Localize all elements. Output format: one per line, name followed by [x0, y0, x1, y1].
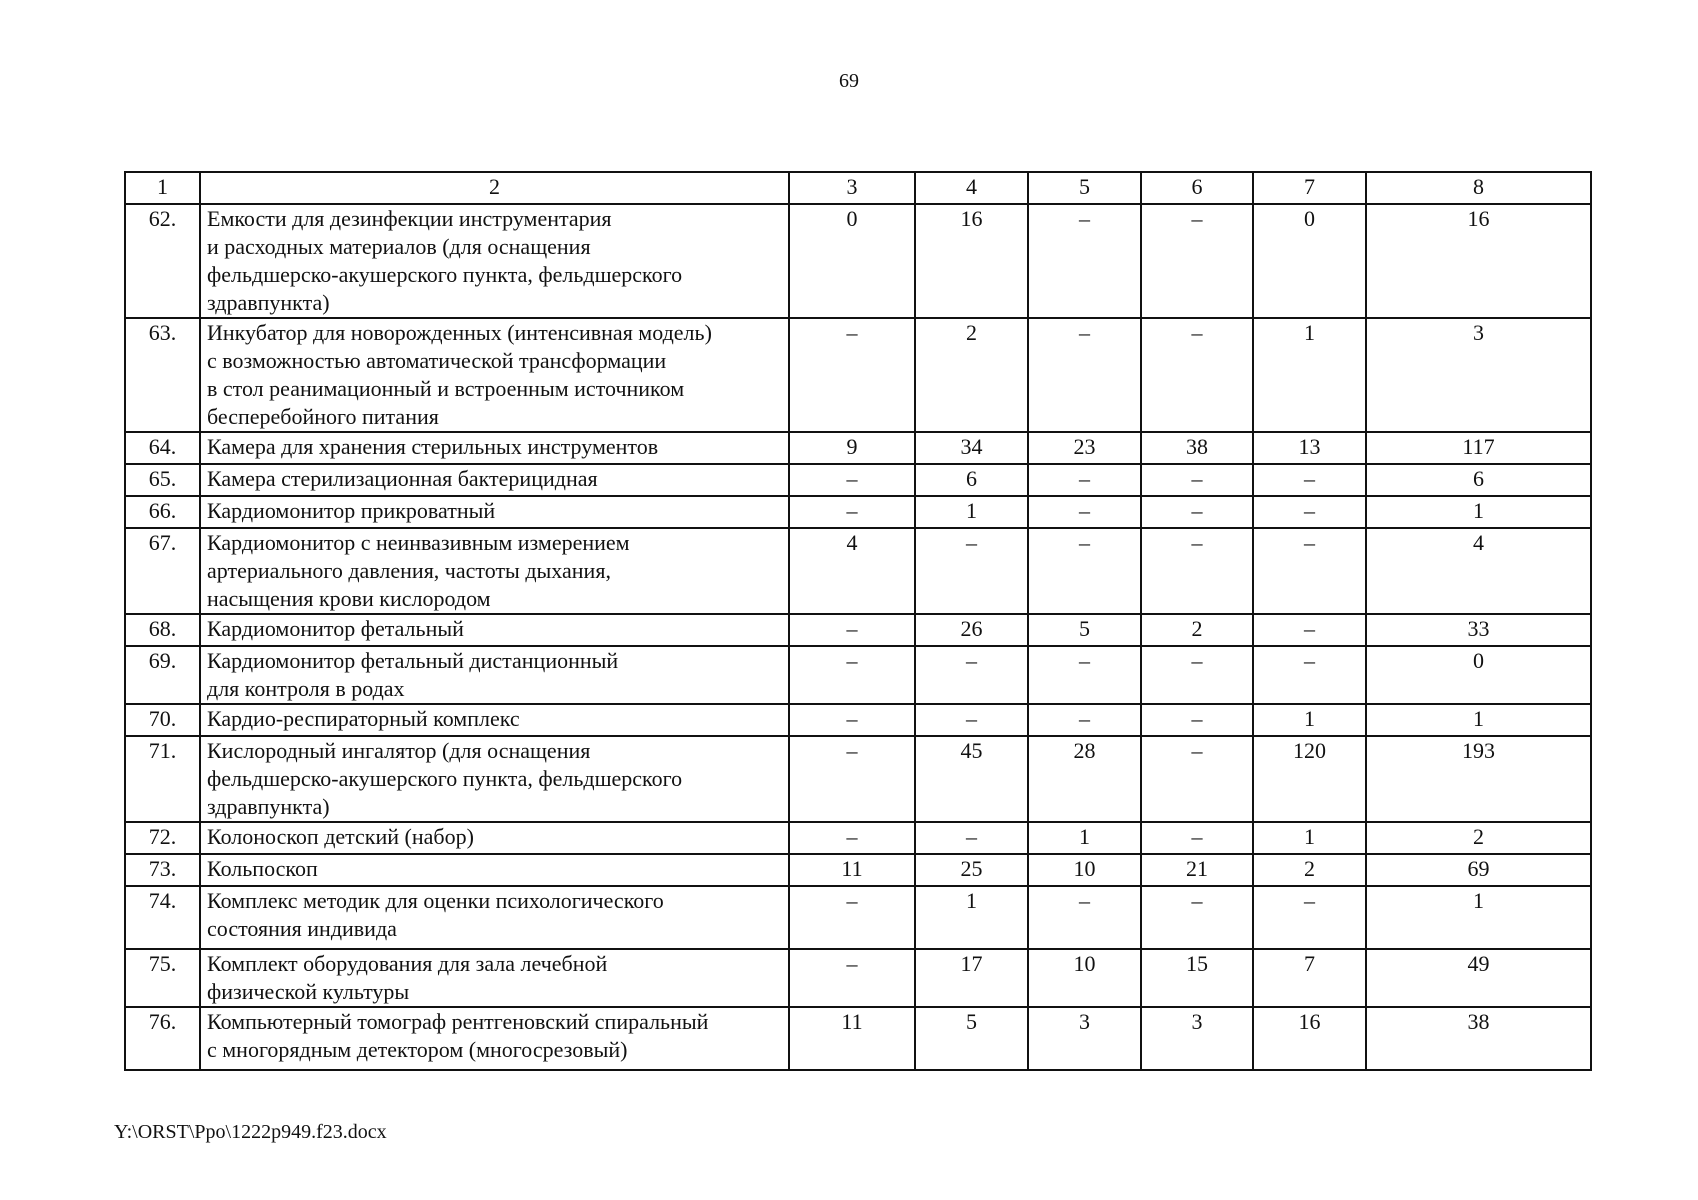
- value-cell-col4: 5: [915, 1007, 1028, 1070]
- value-cell-col7: 1: [1253, 318, 1366, 432]
- total-cell-col8: 4: [1366, 528, 1591, 614]
- table-row: [125, 318, 1591, 432]
- value-cell-col3: –: [789, 886, 915, 949]
- value-cell-col3: 9: [789, 432, 915, 464]
- value-cell-col3: 11: [789, 1007, 915, 1070]
- row-number-cell: 74.: [125, 886, 200, 949]
- value-cell-col4: –: [915, 646, 1028, 704]
- value-cell-col3: –: [789, 496, 915, 528]
- table-row: [125, 204, 1591, 318]
- equipment-table: [124, 171, 1592, 1071]
- value-cell-col6: –: [1141, 886, 1253, 949]
- value-cell-col3: 11: [789, 854, 915, 886]
- value-cell-col4: –: [915, 822, 1028, 854]
- value-cell-col4: 16: [915, 204, 1028, 318]
- table-row: [125, 646, 1591, 704]
- total-cell-col8: 3: [1366, 318, 1591, 432]
- row-number-cell: 70.: [125, 704, 200, 736]
- value-cell-col4: 26: [915, 614, 1028, 646]
- row-number-cell: 67.: [125, 528, 200, 614]
- table-header-row: [125, 172, 1591, 204]
- value-cell-col6: 21: [1141, 854, 1253, 886]
- value-cell-col4: 2: [915, 318, 1028, 432]
- equipment-name-cell: Колоноскоп детский (набор): [200, 822, 789, 854]
- row-number-cell: 65.: [125, 464, 200, 496]
- value-cell-col6: –: [1141, 496, 1253, 528]
- value-cell-col4: 25: [915, 854, 1028, 886]
- value-cell-col6: 3: [1141, 1007, 1253, 1070]
- value-cell-col7: –: [1253, 646, 1366, 704]
- row-number-cell: 68.: [125, 614, 200, 646]
- row-number-cell: 73.: [125, 854, 200, 886]
- equipment-name-cell: Камера стерилизационная бактерицидная: [200, 464, 789, 496]
- value-cell-col5: –: [1028, 204, 1141, 318]
- value-cell-col5: 28: [1028, 736, 1141, 822]
- value-cell-col3: –: [789, 614, 915, 646]
- table-row: [125, 704, 1591, 736]
- value-cell-col5: 10: [1028, 854, 1141, 886]
- value-cell-col7: 7: [1253, 949, 1366, 1007]
- total-cell-col8: 16: [1366, 204, 1591, 318]
- row-number-cell: 64.: [125, 432, 200, 464]
- total-cell-col8: 0: [1366, 646, 1591, 704]
- value-cell-col7: –: [1253, 464, 1366, 496]
- value-cell-col6: –: [1141, 704, 1253, 736]
- total-cell-col8: 49: [1366, 949, 1591, 1007]
- value-cell-col7: –: [1253, 886, 1366, 949]
- value-cell-col4: 45: [915, 736, 1028, 822]
- value-cell-col6: –: [1141, 528, 1253, 614]
- total-cell-col8: 2: [1366, 822, 1591, 854]
- value-cell-col3: 4: [789, 528, 915, 614]
- value-cell-col3: –: [789, 318, 915, 432]
- table-row: [125, 886, 1591, 949]
- value-cell-col7: 2: [1253, 854, 1366, 886]
- value-cell-col5: –: [1028, 646, 1141, 704]
- value-cell-col6: 15: [1141, 949, 1253, 1007]
- value-cell-col5: –: [1028, 464, 1141, 496]
- value-cell-col4: –: [915, 704, 1028, 736]
- value-cell-col6: –: [1141, 822, 1253, 854]
- equipment-name-cell: Кардиомонитор фетальный дистанционный для контроля в родах: [200, 646, 789, 704]
- value-cell-col5: –: [1028, 704, 1141, 736]
- equipment-name-cell: Кардиомонитор фетальный: [200, 614, 789, 646]
- value-cell-col5: –: [1028, 528, 1141, 614]
- value-cell-col5: –: [1028, 496, 1141, 528]
- row-number-cell: 66.: [125, 496, 200, 528]
- row-number-cell: 62.: [125, 204, 200, 318]
- equipment-name-cell: Емкости для дезинфекции инструментария и расходных материалов (для оснащения фельдшерско-акушерского пункта, фельдшерского здравпункта): [200, 204, 789, 318]
- total-cell-col8: 69: [1366, 854, 1591, 886]
- table-row: [125, 432, 1591, 464]
- header-cell: 1: [125, 172, 200, 204]
- value-cell-col5: 1: [1028, 822, 1141, 854]
- table-row: [125, 1007, 1591, 1070]
- value-cell-col5: –: [1028, 318, 1141, 432]
- value-cell-col5: 10: [1028, 949, 1141, 1007]
- header-cell: 2: [200, 172, 789, 204]
- equipment-name-cell: Кислородный ингалятор (для оснащения фельдшерско-акушерского пункта, фельдшерского здравпункта): [200, 736, 789, 822]
- equipment-name-cell: Кардио-респираторный комплекс: [200, 704, 789, 736]
- value-cell-col3: –: [789, 704, 915, 736]
- value-cell-col6: 38: [1141, 432, 1253, 464]
- value-cell-col7: 13: [1253, 432, 1366, 464]
- equipment-name-cell: Кардиомонитор с неинвазивным измерением артериального давления, частоты дыхания, насыщения крови кислородом: [200, 528, 789, 614]
- equipment-name-cell: Комплект оборудования для зала лечебной физической культуры: [200, 949, 789, 1007]
- total-cell-col8: 1: [1366, 886, 1591, 949]
- equipment-name-cell: Компьютерный томограф рентгеновский спиральный с многорядным детектором (многосрезовый): [200, 1007, 789, 1070]
- value-cell-col7: –: [1253, 496, 1366, 528]
- value-cell-col6: 2: [1141, 614, 1253, 646]
- value-cell-col3: –: [789, 464, 915, 496]
- value-cell-col4: –: [915, 528, 1028, 614]
- value-cell-col7: 16: [1253, 1007, 1366, 1070]
- value-cell-col3: –: [789, 949, 915, 1007]
- value-cell-col7: 1: [1253, 822, 1366, 854]
- page-number: 69: [839, 70, 859, 92]
- value-cell-col7: 0: [1253, 204, 1366, 318]
- equipment-name-cell: Камера для хранения стерильных инструментов: [200, 432, 789, 464]
- total-cell-col8: 1: [1366, 704, 1591, 736]
- header-cell: 3: [789, 172, 915, 204]
- value-cell-col7: 120: [1253, 736, 1366, 822]
- value-cell-col6: –: [1141, 204, 1253, 318]
- header-cell: 8: [1366, 172, 1591, 204]
- header-cell: 5: [1028, 172, 1141, 204]
- total-cell-col8: 117: [1366, 432, 1591, 464]
- header-cell: 6: [1141, 172, 1253, 204]
- value-cell-col3: –: [789, 736, 915, 822]
- table-row: [125, 496, 1591, 528]
- equipment-name-cell: Инкубатор для новорожденных (интенсивная модель) с возможностью автоматической трансформации в стол реанимационный и встроенным источником бесперебойного питания: [200, 318, 789, 432]
- row-number-cell: 76.: [125, 1007, 200, 1070]
- value-cell-col7: 1: [1253, 704, 1366, 736]
- table-row: [125, 614, 1591, 646]
- value-cell-col5: 3: [1028, 1007, 1141, 1070]
- table-row: [125, 949, 1591, 1007]
- value-cell-col5: 5: [1028, 614, 1141, 646]
- value-cell-col4: 1: [915, 886, 1028, 949]
- value-cell-col3: –: [789, 822, 915, 854]
- value-cell-col4: 17: [915, 949, 1028, 1007]
- header-cell: 4: [915, 172, 1028, 204]
- footer-file-path: Y:\ORST\Ppo\1222p949.f23.docx: [114, 1121, 387, 1143]
- value-cell-col3: 0: [789, 204, 915, 318]
- total-cell-col8: 33: [1366, 614, 1591, 646]
- value-cell-col5: –: [1028, 886, 1141, 949]
- total-cell-col8: 193: [1366, 736, 1591, 822]
- table-row: [125, 822, 1591, 854]
- value-cell-col6: –: [1141, 464, 1253, 496]
- equipment-name-cell: Кольпоскоп: [200, 854, 789, 886]
- value-cell-col7: –: [1253, 614, 1366, 646]
- value-cell-col3: –: [789, 646, 915, 704]
- row-number-cell: 63.: [125, 318, 200, 432]
- total-cell-col8: 6: [1366, 464, 1591, 496]
- table-row: [125, 528, 1591, 614]
- value-cell-col6: –: [1141, 646, 1253, 704]
- row-number-cell: 69.: [125, 646, 200, 704]
- value-cell-col7: –: [1253, 528, 1366, 614]
- value-cell-col4: 6: [915, 464, 1028, 496]
- equipment-name-cell: Комплекс методик для оценки психологического состояния индивида: [200, 886, 789, 949]
- value-cell-col4: 34: [915, 432, 1028, 464]
- header-cell: 7: [1253, 172, 1366, 204]
- value-cell-col5: 23: [1028, 432, 1141, 464]
- total-cell-col8: 38: [1366, 1007, 1591, 1070]
- value-cell-col6: –: [1141, 318, 1253, 432]
- total-cell-col8: 1: [1366, 496, 1591, 528]
- table-row: [125, 854, 1591, 886]
- table-row: [125, 736, 1591, 822]
- table-row: [125, 464, 1591, 496]
- row-number-cell: 71.: [125, 736, 200, 822]
- value-cell-col4: 1: [915, 496, 1028, 528]
- row-number-cell: 75.: [125, 949, 200, 1007]
- equipment-name-cell: Кардиомонитор прикроватный: [200, 496, 789, 528]
- value-cell-col6: –: [1141, 736, 1253, 822]
- row-number-cell: 72.: [125, 822, 200, 854]
